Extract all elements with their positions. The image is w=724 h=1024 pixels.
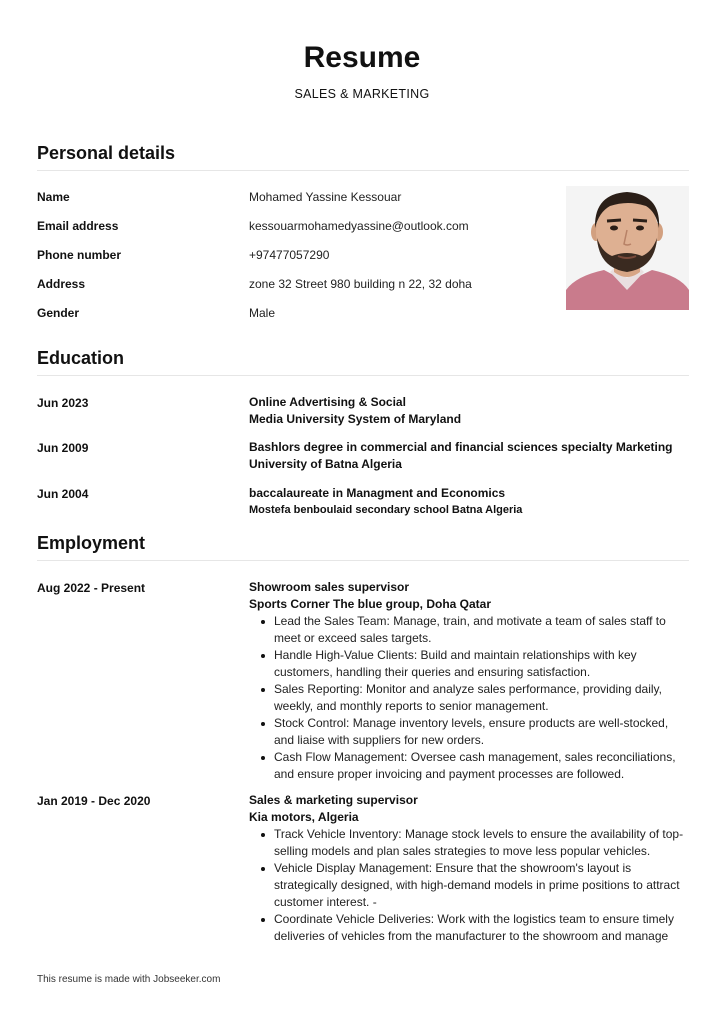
education-entry: [249, 439, 689, 473]
education-date: Jun 2009: [37, 441, 89, 455]
employment-date: Jan 2019 - Dec 2020: [37, 794, 151, 808]
list-item: Track Vehicle Inventory: Manage stock levels to ensure the availability of top-selling models and plan sales strategies to move less popular vehicles.: [274, 826, 689, 860]
email-value: kessouarmohamedyassine@outlook.com: [249, 219, 469, 233]
job-duties-list: [249, 826, 689, 945]
section-divider: [37, 560, 689, 561]
list-item: Lead the Sales Team: Manage, train, and motivate a team of sales staff to meet or exceed sales targets.: [274, 613, 689, 647]
list-item: Sales Reporting: Monitor and analyze sales performance, providing daily, weekly, and monthly reports to senior management.: [274, 681, 689, 715]
profile-photo: [566, 186, 689, 310]
personal-details-heading: Personal details: [37, 143, 176, 163]
education-title: baccalaureate in Managment and Economics: [249, 486, 506, 500]
phone-value: +97477057290: [249, 248, 330, 262]
employment-entry: [249, 792, 689, 950]
education-institution: University of Batna Algeria: [249, 457, 402, 471]
address-label: Address: [37, 277, 86, 291]
section-divider: [37, 375, 689, 376]
list-item: Cash Flow Management: Oversee cash management, sales reconciliations, and ensure proper invoicing and payment processes are followed.: [274, 749, 689, 783]
education-entry: [249, 394, 689, 428]
education-heading: Education: [37, 348, 125, 368]
education-date: Jun 2004: [37, 487, 89, 501]
phone-label: Phone number: [37, 248, 122, 262]
list-item: Vehicle Display Management: Ensure that the showroom's layout is strategically designed, with high-demand models in prime positions to attract customer interest. -: [274, 860, 689, 911]
name-value: Mohamed Yassine Kessouar: [249, 190, 402, 204]
employment-entry: [249, 579, 689, 783]
gender-label: Gender: [37, 306, 80, 320]
education-date: Jun 2023: [37, 396, 89, 410]
name-label: Name: [37, 190, 70, 204]
employment-date: Aug 2022 - Present: [37, 581, 146, 595]
job-company: Sports Corner The blue group, Doha Qatar: [249, 597, 492, 611]
job-title: Showroom sales supervisor: [249, 580, 410, 594]
list-item: Coordinate Vehicle Deliveries: Work with the logistics team to ensure timely deliveries of vehicles from the manufacturer to the showroom and manage: [274, 911, 689, 945]
education-institution: Mostefa benboulaid secondary school Batna Algeria: [249, 504, 523, 516]
education-title: Bashlors degree in commercial and financial sciences specialty Marketing: [249, 440, 673, 454]
job-duties-list: [249, 613, 689, 783]
email-label: Email address: [37, 219, 119, 233]
avatar-icon: [566, 186, 689, 310]
section-divider: [37, 170, 689, 171]
education-entry: [249, 485, 689, 519]
list-item: Stock Control: Manage inventory levels, ensure products are well-stocked, and liaise with suppliers for new orders.: [274, 715, 689, 749]
job-title: Sales & marketing supervisor: [249, 793, 418, 807]
address-value: zone 32 Street 980 building n 22, 32 doha: [249, 277, 472, 291]
page-title: Resume: [303, 41, 421, 74]
employment-heading: Employment: [37, 533, 146, 553]
footer-note: This resume is made with Jobseeker.com: [37, 974, 221, 985]
education-title: Online Advertising & Social: [249, 395, 406, 409]
page-subtitle: SALES & MARKETING: [294, 87, 430, 101]
gender-value: Male: [249, 306, 276, 320]
list-item: Handle High-Value Clients: Build and maintain relationships with key customers, handling their queries and ensuring satisfaction.: [274, 647, 689, 681]
education-institution: Media University System of Maryland: [249, 412, 462, 426]
job-company: Kia motors, Algeria: [249, 810, 359, 824]
